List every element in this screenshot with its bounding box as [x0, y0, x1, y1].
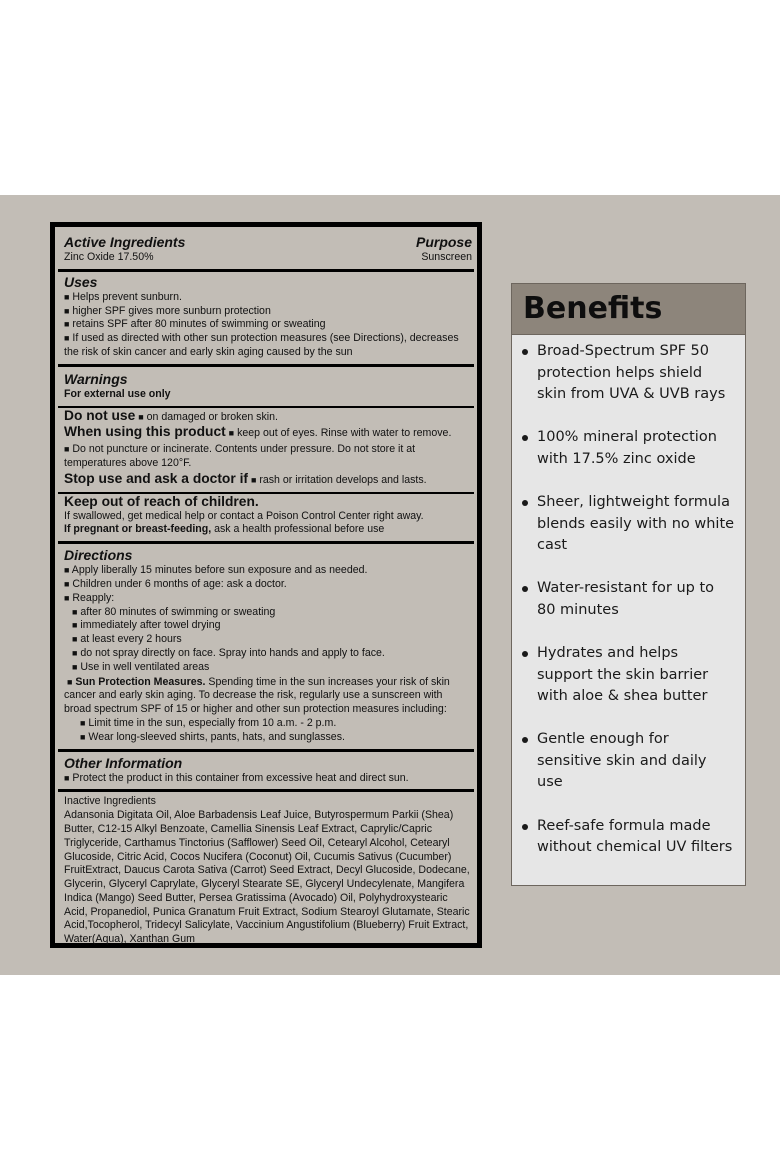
- active-ingredients-heading: Active Ingredients: [64, 234, 186, 250]
- purpose-heading: Purpose: [415, 234, 472, 250]
- measures-item: ■ Wear long-sleeved shirts, pants, hats, and sunglasses.: [80, 730, 345, 743]
- uses-item: ■ higher SPF gives more sunburn protection: [64, 304, 271, 317]
- directions-section: [58, 544, 474, 751]
- puncture-warning: ■ Do not puncture or incinerate. Contents under pressure. Do not store it at temperatures above 120°F.: [64, 443, 416, 469]
- uses-item: ■ retains SPF after 80 minutes of swimming or sweating: [64, 318, 326, 331]
- benefit-item: Gentle enough for sensitive skin and daily use: [520, 729, 735, 794]
- drug-facts-panel: [50, 222, 482, 948]
- bullet-icon: [522, 586, 528, 592]
- warnings-heading: Warnings: [64, 370, 128, 387]
- reapply-item: ■ do not spray directly on face. Spray into hands and apply to face.: [72, 646, 385, 659]
- directions-item: ■ Apply liberally 15 minutes before sun exposure and as needed.: [64, 564, 368, 577]
- when-using-line: When using this product ■ keep out of eyes. Rinse with water to remove.: [64, 424, 452, 440]
- stop-use-line: Stop use and ask a doctor if ■ rash or irritation develops and lasts.: [64, 470, 427, 486]
- bullet-icon: [522, 349, 528, 355]
- bullet-icon: [522, 435, 528, 441]
- benefit-item: Reef-safe formula made without chemical UV filters: [520, 816, 735, 859]
- keep-out-section: [58, 494, 474, 545]
- sun-protection-measures: ■ Sun Protection Measures. Spending time in the sun increases your risk of skin cancer and early skin aging. To decrease the risk, regularly use a sunscreen with broad spectrum SPF of 15 or higher and other sun protection measures including:: [64, 675, 450, 716]
- active-ingredients-section: [58, 227, 474, 272]
- benefit-item: Broad-Spectrum SPF 50 protection helps shield skin from UVA & UVB rays: [520, 341, 735, 406]
- uses-item: ■ If used as directed with other sun protection measures (see Directions), decreases the risk of skin cancer and early skin aging caused by the sun: [64, 332, 459, 358]
- reapply-item: ■ after 80 minutes of swimming or sweating: [72, 605, 276, 618]
- reapply-item: ■ Use in well ventilated areas: [72, 660, 210, 673]
- uses-section: [58, 272, 474, 367]
- inactive-ingredients-section: [58, 792, 474, 951]
- uses-item: ■ Helps prevent sunburn.: [64, 290, 182, 303]
- other-information-item: ■ Protect the product in this container from excessive heat and direct sun.: [64, 771, 409, 784]
- directions-item: ■ Reapply:: [64, 591, 115, 604]
- benefits-title: Benefits: [523, 291, 663, 326]
- benefits-header: [512, 284, 745, 335]
- warnings-details-section: [58, 408, 474, 494]
- keep-out-heading: Keep out of reach of children.: [64, 493, 259, 509]
- purpose-value: Sunscreen: [421, 251, 472, 263]
- benefit-item: Water-resistant for up to 80 minutes: [520, 578, 735, 621]
- swallowed-note: If swallowed, get medical help or contact a Poison Control Center right away.: [64, 509, 424, 522]
- benefit-item: Hydrates and helps support the skin barrier with aloe & shea butter: [520, 643, 735, 708]
- other-information-section: [58, 752, 474, 793]
- bullet-icon: [522, 500, 528, 506]
- uses-heading: Uses: [64, 273, 98, 290]
- inactive-ingredients-list: Adansonia Digitata Oil, Aloe Barbadensis Leaf Juice, Butyrospermum Parkii (Shea) Butter, C12-15 Alkyl Benzoate, Camellia Sinensis Leaf Extract, Caprylic/Capric Triglyceride, Carthamus Tinctorius (Safflower) Seed Oil, Cetearyl Alcohol, Cetearyl Glucoside, Citric Acid, Cocos Nucifera (Coconut) Oil, Cucumis Sativus (Cucumber) FruitExtract, Daucus Carota Sativa (Carrot) Seed Extract, Decyl Glucoside, Dodecane, Glycerin, Glyceryl Caprylate, Glyceryl Stearate SE, Glyceryl Undecylenate, Mangifera Indica (Mango) Seed Butter, Persea Gratissima (Avocado) Oil, Polyhydroxystearic Acid, Propanediol, Punica Granatum Fruit Extract, Sodium Stearoyl Glutamate, Stearic Acid,Tocopherol, Tridecyl Salicylate, Vaccinium Angustifolium (Blueberry) Fruit Extract, Water(Aqua), Xanthan Gum: [64, 809, 470, 946]
- benefit-item: 100% mineral protection with 17.5% zinc oxide: [520, 427, 735, 470]
- benefit-item: Sheer, lightweight formula blends easily with no white cast: [520, 492, 735, 557]
- benefits-list: [512, 335, 745, 859]
- warnings-section: [58, 367, 474, 408]
- pregnant-note: If pregnant or breast-feeding, ask a health professional before use: [64, 523, 385, 536]
- bullet-icon: [522, 737, 528, 743]
- directions-item: ■ Children under 6 months of age: ask a doctor.: [64, 577, 287, 590]
- directions-heading: Directions: [64, 547, 133, 564]
- reapply-item: ■ at least every 2 hours: [72, 633, 182, 646]
- reapply-item: ■ immediately after towel drying: [72, 619, 221, 632]
- measures-item: ■ Limit time in the sun, especially from 10 a.m. - 2 p.m.: [80, 716, 337, 729]
- active-ingredient: Zinc Oxide 17.50%: [64, 251, 154, 263]
- benefits-card: [511, 283, 746, 886]
- inactive-ingredients-heading: Inactive Ingredients: [64, 795, 156, 808]
- external-use-note: For external use only: [64, 387, 171, 400]
- bullet-icon: [522, 824, 528, 830]
- do-not-use-line: Do not use ■ on damaged or broken skin.: [64, 407, 278, 423]
- bullet-icon: [522, 651, 528, 657]
- other-information-heading: Other Information: [64, 754, 183, 771]
